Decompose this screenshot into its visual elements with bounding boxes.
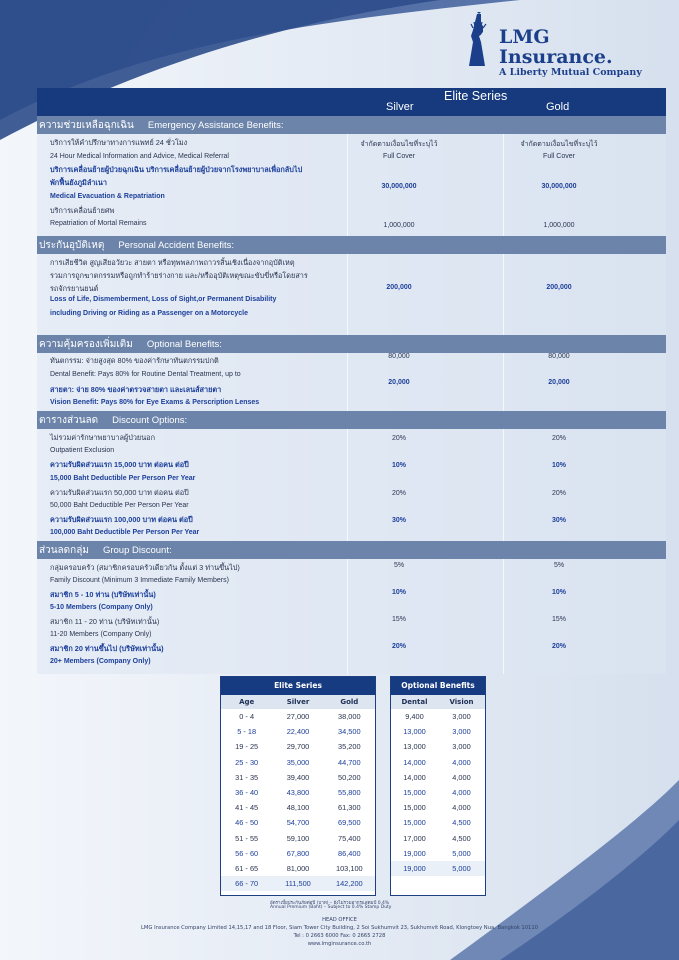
cell-silver: 39,400 xyxy=(286,772,310,782)
section-title-th: ตารางส่วนลด xyxy=(39,415,99,426)
cell-silver: 29,700 xyxy=(286,742,310,752)
cell-age: 61 - 65 xyxy=(235,863,259,873)
benefit-th: การเสียชีวิต สูญเสียอวัยวะ สายตา หรือทุพพลภาพถาวรสิ้นเชิงเนื่องจากอุบัติเหตุ xyxy=(50,258,295,267)
cell-dental: 15,000 xyxy=(403,787,426,797)
cell-silver: 48,100 xyxy=(286,803,310,813)
brand-tagline: A Liberty Mutual Company xyxy=(499,67,642,78)
footer-phone: Tel : 0 2663 6000 Fax: 0 2665 2728 xyxy=(293,933,386,939)
cell-dental: 9,400 xyxy=(405,712,424,721)
benefit-en: including Driving or Riding as a Passenger on a Motorcycle xyxy=(50,310,248,317)
header-age: Age xyxy=(239,698,255,706)
cell-vision: 4,500 xyxy=(452,818,471,828)
group-en: 11-20 Members (Company Only) xyxy=(50,631,152,638)
benefit-en: Loss of Life, Dismemberment, Loss of Sight,or Permanent Disability xyxy=(50,296,277,303)
value-silver: 20% xyxy=(391,435,406,442)
cell-dental: 19,000 xyxy=(391,861,438,876)
column-divider xyxy=(503,116,504,674)
statue-of-liberty-icon xyxy=(459,12,497,68)
section-title-th: ส่วนลดกลุ่ม xyxy=(39,545,89,556)
benefit-en: Medical Evacuation & Repatriation xyxy=(50,193,165,200)
cell-gold: 69,500 xyxy=(338,818,361,828)
value-gold: 5% xyxy=(553,562,565,569)
cell-vision: 3,000 xyxy=(452,727,471,737)
section-emergency xyxy=(37,116,666,134)
column-divider xyxy=(347,116,348,674)
cell-dental: 14,000 xyxy=(403,772,426,782)
cell-gold: 44,700 xyxy=(338,757,361,767)
value-silver: 30,000,000 xyxy=(381,183,417,190)
cell-gold: 38,000 xyxy=(338,712,361,721)
section-title-en: Optional Benefits: xyxy=(146,339,222,350)
group-th: สมาชิก 20 ท่านขึ้นไป (บริษัทเท่านั้น) xyxy=(50,644,164,653)
table-row xyxy=(221,876,375,891)
cell-gold: 61,300 xyxy=(338,803,361,813)
table-row xyxy=(221,755,375,770)
value-gold: 20,000 xyxy=(548,379,570,386)
value-silver: 30% xyxy=(391,517,406,524)
value-gold: Full Cover xyxy=(543,153,575,160)
cell-silver: 27,000 xyxy=(286,712,310,721)
group-en: 20+ Members (Company Only) xyxy=(50,658,151,665)
discount-th: ไม่รวมค่ารักษาพยาบาลผู้ป่วยนอก xyxy=(50,433,155,442)
benefit-th: พักฟื้นยังภูมิลำเนา xyxy=(50,178,107,187)
cell-age: 0 - 4 xyxy=(239,712,255,721)
cell-vision: 4,000 xyxy=(452,757,471,767)
group-th: กลุ่มครอบครัว (สมาชิกครอบครัวเดียวกัน ตั้งแต่ 3 ท่านขึ้นไป) xyxy=(50,563,240,572)
cell-silver: 54,700 xyxy=(286,818,310,828)
table-row xyxy=(391,739,485,754)
cell-gold: 50,200 xyxy=(338,772,361,782)
table-row xyxy=(221,846,375,861)
footer-website: www.lmginsurance.co.th xyxy=(307,941,372,947)
discount-th: ความรับผิดส่วนแรก 50,000 บาท ต่อคน ต่อปี xyxy=(50,488,189,497)
section-accident xyxy=(37,236,666,254)
cell-vision: 4,000 xyxy=(452,803,471,813)
cell-age: 36 - 40 xyxy=(235,787,259,797)
section-title-en: Emergency Assistance Benefits: xyxy=(147,120,284,131)
value-gold: 20% xyxy=(551,435,566,442)
footer-head-office: HEAD OFFICE xyxy=(322,917,357,923)
cell-dental: 19,000 xyxy=(403,848,426,858)
benefit-th: บริการเคลื่อนย้ายผู้ป่วยฉุกเฉิน บริการเคลื่อนย้ายผู้ป่วยจากโรงพยาบาลเพื่อกลับไป xyxy=(50,165,303,174)
table-row xyxy=(221,815,375,830)
cell-silver: 35,000 xyxy=(286,757,310,767)
table-row xyxy=(391,846,485,861)
cell-vision: 3,000 xyxy=(452,712,471,721)
footnote-en: Annual Premium (Baht) – Subject to 0.4% Stamp Duty xyxy=(270,905,392,910)
section-group xyxy=(37,541,666,559)
table-row xyxy=(221,724,375,739)
cell-age: 41 - 45 xyxy=(235,803,259,813)
brand-name-line2: Insurance. xyxy=(499,46,613,68)
value-gold: 1,000,000 xyxy=(543,222,575,229)
value-silver: 10% xyxy=(391,462,406,469)
discount-en: Outpatient Exclusion xyxy=(50,447,115,454)
group-th: สมาชิก 11 - 20 ท่าน (บริษัทเท่านั้น) xyxy=(50,617,160,626)
premium-table-header xyxy=(221,695,375,709)
benefit-th: สายตา: จ่าย 80% ของค่าตรวจสายตา และเลนส์สายตา xyxy=(50,385,222,394)
section-title-en: Group Discount: xyxy=(102,545,172,556)
discount-th: ความรับผิดส่วนแรก 15,000 บาท ต่อคน ต่อปี xyxy=(50,460,189,469)
table-row xyxy=(221,831,375,846)
table-row xyxy=(391,800,485,815)
table-row xyxy=(221,861,375,876)
premium-table-title: Elite Series xyxy=(221,677,375,695)
cell-gold: 103,100 xyxy=(335,863,363,873)
header-gold: Gold xyxy=(340,698,359,706)
cell-dental: 13,000 xyxy=(403,742,426,752)
value-gold: จำกัดตามเงื่อนไขที่ระบุไว้ xyxy=(520,141,598,148)
cell-dental: 15,000 xyxy=(403,818,426,828)
discount-en: 50,000 Baht Deductible Per Person Per Year xyxy=(50,502,189,509)
value-silver: 20% xyxy=(391,490,406,497)
value-silver: 15% xyxy=(391,616,406,623)
section-optional xyxy=(37,335,666,353)
value-gold: 10% xyxy=(551,462,566,469)
cell-age: 46 - 50 xyxy=(235,818,259,828)
cell-silver: 43,800 xyxy=(286,787,310,797)
value-silver: 1,000,000 xyxy=(383,222,415,229)
discount-en: 15,000 Baht Deductible Per Person Per Year xyxy=(50,475,196,482)
cell-silver: 111,500 xyxy=(272,876,323,891)
cell-age: 19 - 25 xyxy=(235,742,259,752)
benefit-th: รวมการถูกฆาตกรรมหรือถูกทำร้ายร่างกาย และ/หรืออุบัติเหตุขณะขับขี่หรือโดยสาร xyxy=(50,271,308,280)
value-silver: 20,000 xyxy=(388,379,410,386)
section-discount xyxy=(37,411,666,429)
optional-table-header xyxy=(391,695,485,709)
footnote-th: อัตราเบี้ยประกันภัยต่อปี (บาท) – ยังไม่รวมอากรแสตมป์ 0.4% xyxy=(270,901,390,906)
discount-en: 100,000 Baht Deductible Per Person Per Year xyxy=(50,529,200,536)
benefit-en: Vision Benefit: Pays 80% for Eye Exams & Perscription Lenses xyxy=(50,399,260,406)
header-silver: Silver xyxy=(286,698,310,706)
premium-table-rows xyxy=(221,709,375,891)
value-gold: 15% xyxy=(551,616,566,623)
table-row xyxy=(221,739,375,754)
cell-dental: 17,000 xyxy=(403,833,426,843)
premium-table xyxy=(220,676,376,896)
table-row xyxy=(221,770,375,785)
benefit-en: Repatriation of Mortal Remains xyxy=(50,220,147,227)
cell-age: 25 - 30 xyxy=(235,757,259,767)
benefit-en: Dental Benefit: Pays 80% for Routine Dental Treatment, up to xyxy=(50,371,241,378)
value-silver: จำกัดตามเงื่อนไขที่ระบุไว้ xyxy=(360,141,438,148)
header-vision: Vision xyxy=(449,698,474,706)
section-title-th: ความคุ้มครองเพิ่มเติม xyxy=(39,339,133,350)
cell-vision: 4,000 xyxy=(452,772,471,782)
cell-age: 5 - 18 xyxy=(237,727,257,737)
cell-silver: 81,000 xyxy=(286,863,310,873)
cell-vision: 4,000 xyxy=(452,787,471,797)
value-silver: 10% xyxy=(391,589,406,596)
footer-address: LMG Insurance Company Limited 14,15,17 and 18 Floor, Siam Tower City Building, 2 Soi Sukhumvit 23, Sukhumvit Road, Klongtoey Nua, Bangkok 10110 xyxy=(141,925,538,931)
benefit-th: บริการให้คำปรึกษาทางการแพทย์ 24 ชั่วโมง xyxy=(50,138,188,147)
cell-silver: 22,400 xyxy=(286,727,310,737)
group-en: 5-10 Members (Company Only) xyxy=(50,604,153,611)
table-row xyxy=(391,724,485,739)
table-row xyxy=(391,831,485,846)
cell-gold: 142,200 xyxy=(324,876,375,891)
value-gold: 10% xyxy=(551,589,566,596)
cell-gold: 55,800 xyxy=(338,787,361,797)
benefit-th: บริการเคลื่อนย้ายศพ xyxy=(50,206,115,215)
table-header-bar xyxy=(37,88,666,116)
cell-gold: 75,400 xyxy=(338,833,361,843)
optional-table-rows xyxy=(391,709,485,876)
cell-age: 66 - 70 xyxy=(221,876,272,891)
table-row xyxy=(221,709,375,724)
cell-silver: 59,100 xyxy=(286,833,310,843)
cell-gold: 34,500 xyxy=(338,727,361,737)
cell-dental: 13,000 xyxy=(403,727,426,737)
table-row xyxy=(391,815,485,830)
table-row xyxy=(391,770,485,785)
value-silver: 5% xyxy=(393,562,405,569)
brand-name-line1: LMG xyxy=(499,26,550,48)
table-row xyxy=(221,800,375,815)
cell-age: 51 - 55 xyxy=(235,833,259,843)
value-gold: 200,000 xyxy=(546,284,572,291)
value-silver: 200,000 xyxy=(386,284,412,291)
value-gold: 30,000,000 xyxy=(541,183,577,190)
value-gold: 20% xyxy=(551,490,566,497)
section-title-th: ความช่วยเหลือฉุกเฉิน xyxy=(39,120,134,131)
cell-dental: 14,000 xyxy=(403,757,426,767)
header-dental: Dental xyxy=(401,698,428,706)
table-row xyxy=(221,785,375,800)
cell-gold: 35,200 xyxy=(338,742,361,752)
optional-table-title: Optional Benefits xyxy=(391,677,485,695)
value-silver: 20% xyxy=(391,643,406,650)
group-th: สมาชิก 5 - 10 ท่าน (บริษัทเท่านั้น) xyxy=(50,590,156,599)
column-header-gold: Gold xyxy=(546,101,570,113)
value-gold: 30% xyxy=(551,517,566,524)
benefit-en: 24 Hour Medical Information and Advice, Medical Referral xyxy=(50,153,229,160)
benefit-th: รถจักรยานยนต์ xyxy=(50,284,99,293)
group-en: Family Discount (Minimum 3 Immediate Family Members) xyxy=(50,577,229,584)
section-title-en: Discount Options: xyxy=(112,415,188,426)
benefit-th: ทันตกรรม: จ่ายสูงสุด 80% ของค่ารักษาทันตกรรมปกติ xyxy=(50,356,219,365)
value-gold: 20% xyxy=(551,643,566,650)
section-title-en: Personal Accident Benefits: xyxy=(118,240,234,251)
series-title: Elite Series xyxy=(444,89,508,103)
discount-th: ความรับผิดส่วนแรก 100,000 บาท ต่อคน ต่อปี xyxy=(50,515,193,524)
optional-benefits-table xyxy=(390,676,486,896)
cell-vision: 5,000 xyxy=(438,861,485,876)
cell-silver: 67,800 xyxy=(286,848,310,858)
section-title-th: ประกันอุบัติเหตุ xyxy=(39,240,105,251)
cell-age: 31 - 35 xyxy=(235,772,259,782)
cell-age: 56 - 60 xyxy=(235,848,259,858)
value-gold: 80,000 xyxy=(548,353,570,360)
table-row xyxy=(391,755,485,770)
cell-vision: 4,500 xyxy=(452,833,471,843)
column-header-silver: Silver xyxy=(386,101,414,113)
value-silver: 80,000 xyxy=(388,353,410,360)
value-silver: Full Cover xyxy=(383,153,415,160)
cell-gold: 86,400 xyxy=(338,848,361,858)
table-row xyxy=(391,785,485,800)
lmg-logo xyxy=(455,12,645,82)
table-row xyxy=(391,709,485,724)
table-row xyxy=(391,861,485,876)
cell-dental: 15,000 xyxy=(403,803,426,813)
cell-vision: 5,000 xyxy=(452,848,471,858)
cell-vision: 3,000 xyxy=(452,742,471,752)
